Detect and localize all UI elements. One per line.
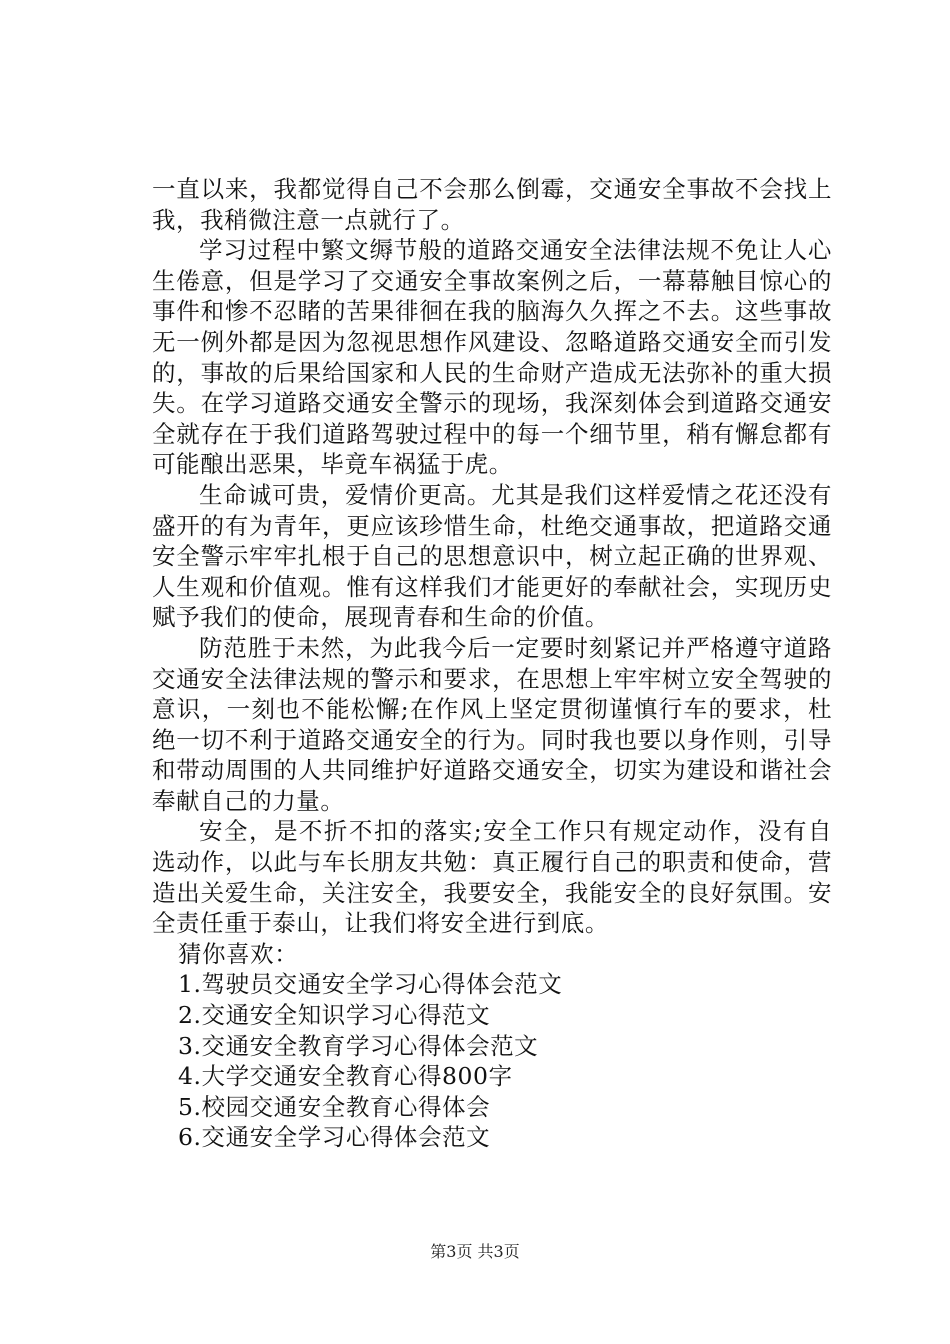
paragraph-3: 生命诚可贵，爱情价更高。尤其是我们这样爱情之花还没有盛开的有为青年，更应该珍惜生命，杜绝交通事故，把道路交通安全警示牢牢扎根于自己的思想意识中，树立起正确的世界观、人生观和价值观。惟有这样我们才能更好的奉献社会，实现历史赋予我们的使命，展现青春和生命的价值。: [152, 480, 832, 632]
related-articles-list: [152, 969, 832, 1153]
related-heading: 猜你喜欢：: [178, 939, 299, 968]
related-item[interactable]: [178, 1061, 832, 1092]
related-item[interactable]: [178, 969, 832, 1000]
paragraph-1: 一直以来，我都觉得自己不会那么倒霉，交通安全事故不会找上我，我稍微注意一点就行了。: [152, 175, 832, 234]
page-number-label: 第3页 共3页: [430, 1242, 520, 1261]
related-item[interactable]: [178, 1122, 832, 1153]
document-body: [152, 174, 832, 1153]
related-link-1[interactable]: 1.驾驶员交通安全学习心得体会范文: [178, 970, 563, 999]
related-item[interactable]: [178, 1031, 832, 1062]
paragraph-2: 学习过程中繁文缛节般的道路交通安全法律法规不免让人心生倦意，但是学习了交通安全事故案例之后，一幕幕触目惊心的事件和惨不忍睹的苦果徘徊在我的脑海久久挥之不去。这些事故无一例外都是因为忽视思想作风建设、忽略道路交通安全而引发的，事故的后果给国家和人民的生命财产造成无法弥补的重大损失。在学习道路交通安全警示的现场，我深刻体会到道路交通安全就存在于我们道路驾驶过程中的每一个细节里，稍有懈怠都有可能酿出恶果，毕竟车祸猛于虎。: [152, 236, 832, 479]
related-item[interactable]: [178, 1092, 832, 1123]
paragraph-4: 防范胜于未然，为此我今后一定要时刻紧记并严格遵守道路交通安全法律法规的警示和要求，在思想上牢牢树立安全驾驶的意识，一刻也不能松懈;在作风上坚定贯彻谨慎行车的要求，杜绝一切不利于道路交通安全的行为。同时我也要以身作则，引导和带动周围的人共同维护好道路交通安全，切实为建设和谐社会奉献自己的力量。: [152, 633, 832, 815]
related-link-5[interactable]: 5.校园交通安全教育心得体会: [178, 1092, 491, 1121]
page-footer: [0, 1242, 950, 1262]
related-link-3[interactable]: 3.交通安全教育学习心得体会范文: [178, 1031, 539, 1060]
related-link-6[interactable]: 6.交通安全学习心得体会范文: [178, 1123, 491, 1152]
paragraph-5: 安全，是不折不扣的落实;安全工作只有规定动作，没有自选动作，以此与车长朋友共勉：真正履行自己的职责和使命，营造出关爱生命，关注安全，我要安全，我能安全的良好氛围。安全责任重于泰山，让我们将安全进行到底。: [152, 817, 832, 938]
related-link-2[interactable]: 2.交通安全知识学习心得范文: [178, 1001, 491, 1030]
related-link-4[interactable]: 4.大学交通安全教育心得800字: [178, 1062, 513, 1091]
related-item[interactable]: [178, 1000, 832, 1031]
